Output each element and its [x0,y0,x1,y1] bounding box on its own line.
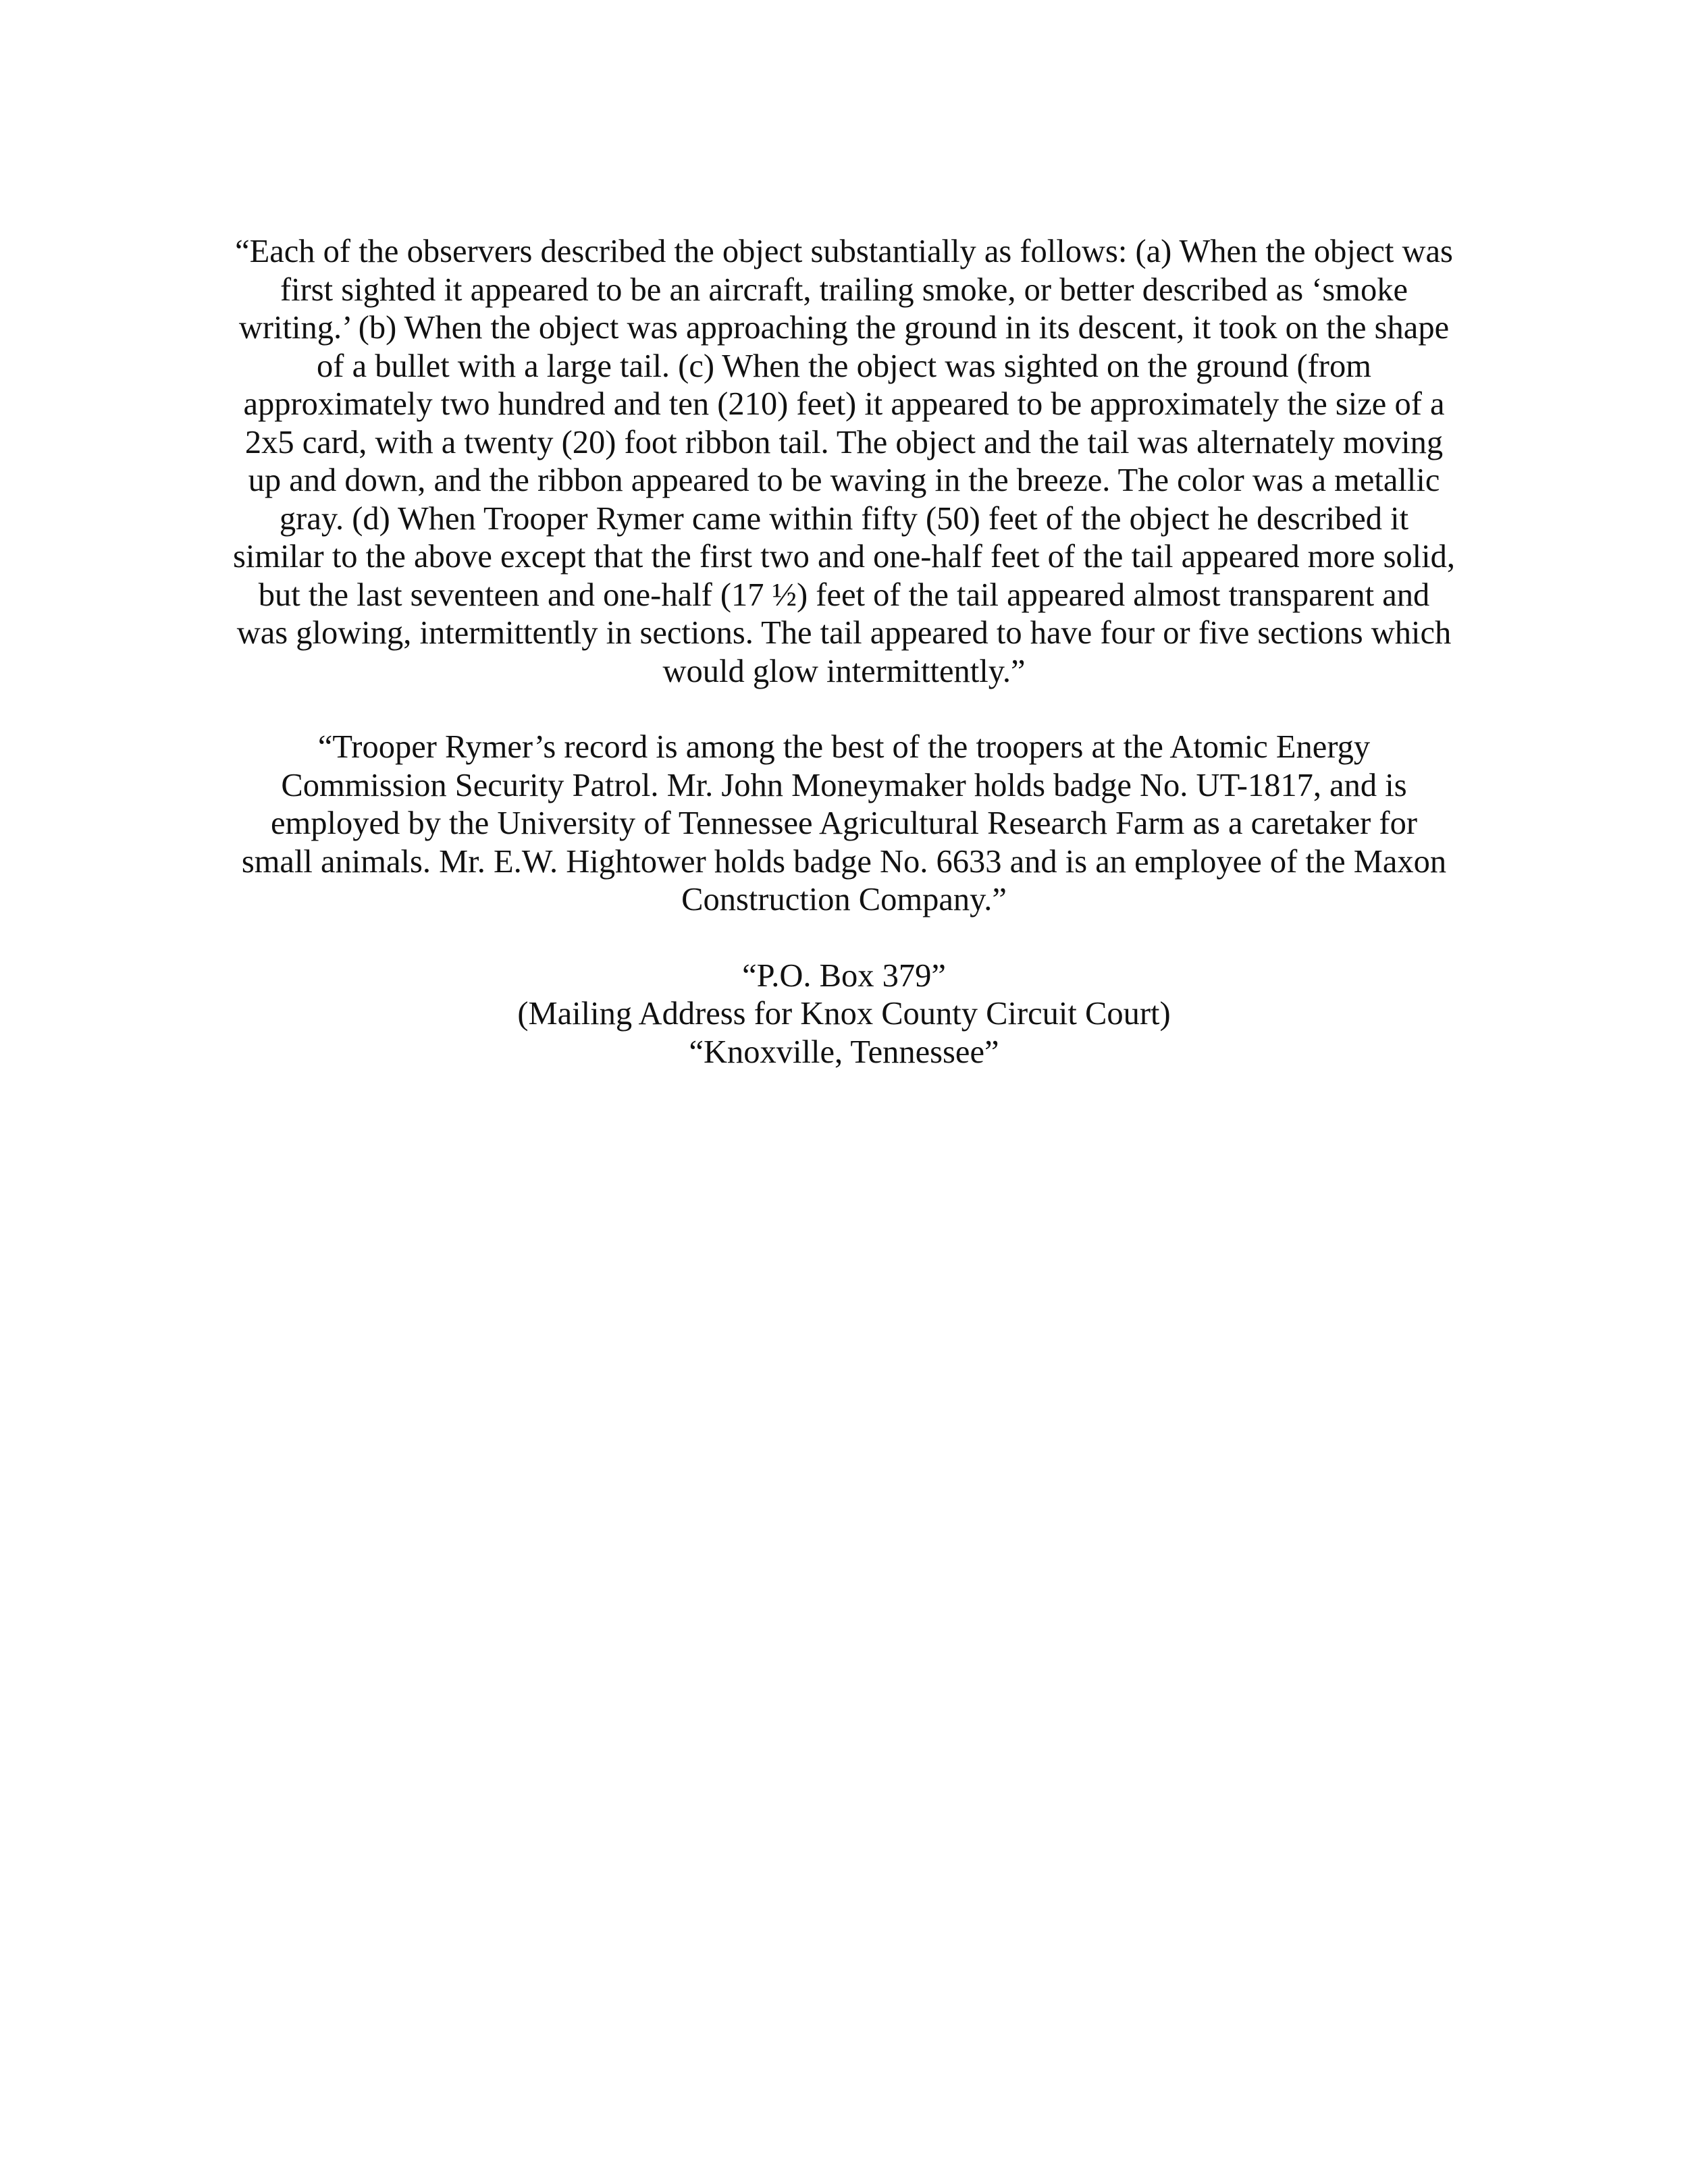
address-city: “Knoxville, Tennessee” [689,1034,999,1070]
address-note: (Mailing Address for Knox County Circuit Court) [517,996,1171,1032]
observer-description-paragraph: “Each of the observers described the object substantially as follows: (a) When the object was first sighted it appeared to be an aircraft, trailing smoke, or better described as ‘smoke writing.’ (b) When the object was approaching the ground in its descent, it took on the shape of a bullet with a large tail. (c) When the object was sighted on the ground (from approximately two hundred and ten (210) feet) it appeared to be approximately the size of a 2x5 card, with a twenty (20) foot ribbon tail. The object and the tail was alternately moving up and down, and the ribbon appeared to be waving in the breeze. The color was a metallic gray. (d) When Trooper Rymer came within fifty (50) feet of the object he described it similar to the above except that the first two and one-half feet of the tail appeared more solid, but the last seventeen and one-half (17 ½) feet of the tail appeared almost transparent and was glowing, intermittently in sections. The tail appeared to have four or five sections which would glow intermittently.” [233,234,1456,689]
address-po-box: “P.O. Box 379” [742,957,946,994]
document-body [233,233,1455,1071]
trooper-record-paragraph: “Trooper Rymer’s record is among the best of the troopers at the Atomic Energy Commission Security Patrol. Mr. John Moneymaker holds badge No. UT-1817, and is employed by the University of Tennessee Agricultural Research Farm as a caretaker for small animals. Mr. E.W. Hightower holds badge No. 6633 and is an employee of the Maxon Construction Company.” [241,729,1447,917]
mailing-address-block [233,957,1455,1072]
